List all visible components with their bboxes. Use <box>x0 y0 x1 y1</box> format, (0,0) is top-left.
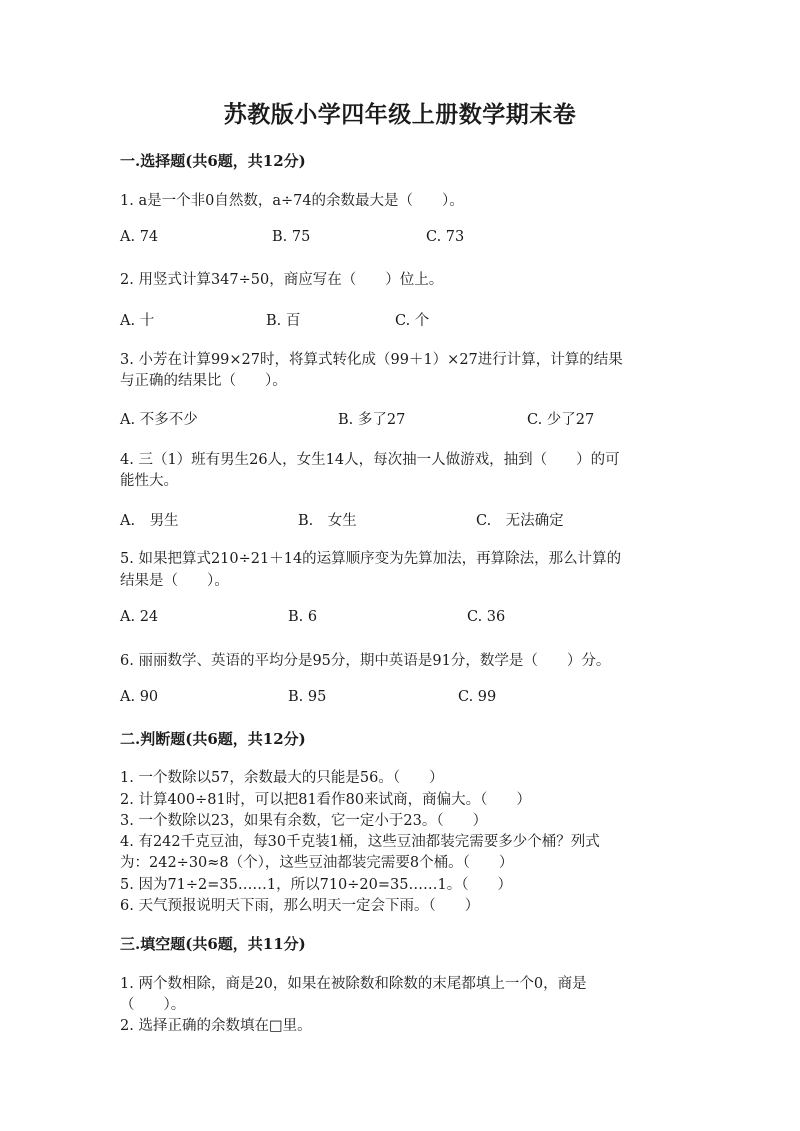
option-b: B. 95 <box>288 689 327 705</box>
option-b: B. 75 <box>272 229 311 245</box>
option-c: C. 73 <box>426 229 465 245</box>
option-b: B. 百 <box>266 313 301 329</box>
judge-line: 为：242÷30≈8（个），这些豆油都装完需要8个桶。（ ） <box>120 855 514 871</box>
option-a: A. 男生 <box>120 513 179 529</box>
question-line: 6. 丽丽数学、英语的平均分是95分，期中英语是91分，数学是（ ）分。 <box>120 653 611 669</box>
section-heading-judge: 二.判断题(共6题，共12分) <box>120 730 306 748</box>
option-a: A. 24 <box>120 609 159 625</box>
fill-line: 2. 选择正确的余数填在□里。 <box>120 1018 312 1034</box>
question-line: 2. 用竖式计算347÷50，商应写在（ ）位上。 <box>120 272 444 288</box>
question-line: 5. 如果把算式210÷21＋14的运算顺序变为先算加法，再算除法，那么计算的 <box>120 551 622 567</box>
fill-line: 1. 两个数相除，商是20，如果在被除数和除数的末尾都填上一个0，商是 <box>120 976 587 992</box>
option-c: C. 无法确定 <box>476 513 564 529</box>
question-line: 1. a是一个非0自然数，a÷74的余数最大是（ ）。 <box>120 193 464 209</box>
judge-line: 1. 一个数除以57，余数最大的只能是56。（ ） <box>120 770 444 786</box>
judge-line: 4. 有242千克豆油，每30千克装1桶，这些豆油都装完需要多少个桶？列式 <box>120 834 600 850</box>
option-b: B. 多了27 <box>338 412 406 428</box>
option-b: B. 女生 <box>298 513 357 529</box>
judge-line: 2. 计算400÷81时，可以把81看作80来试商，商偏大。（ ） <box>120 792 531 808</box>
question-line: 能性大。 <box>120 473 178 489</box>
option-a: A. 74 <box>120 229 159 245</box>
option-b: B. 6 <box>288 609 318 625</box>
option-c: C. 个 <box>395 313 430 329</box>
option-c: C. 99 <box>458 689 497 705</box>
section-heading-choice: 一.选择题(共6题，共12分) <box>120 152 306 170</box>
question-line: 4. 三（1）班有男生26人，女生14人，每次抽一人做游戏，抽到（ ）的可 <box>120 452 620 468</box>
judge-line: 6. 天气预报说明天下雨，那么明天一定会下雨。（ ） <box>120 898 480 914</box>
question-line: 结果是（ ）。 <box>120 573 229 589</box>
option-c: C. 少了27 <box>527 412 595 428</box>
question-line: 3. 小芳在计算99×27时，将算式转化成（99＋1）×27进行计算，计算的结果 <box>120 352 623 368</box>
option-a: A. 十 <box>120 313 155 329</box>
judge-line: 3. 一个数除以23，如果有余数，它一定小于23。（ ） <box>120 813 488 829</box>
page-title: 苏教版小学四年级上册数学期末卷 <box>223 101 577 128</box>
option-c: C. 36 <box>467 609 506 625</box>
fill-line: （ ）。 <box>120 997 186 1013</box>
judge-line: 5. 因为71÷2=35……1，所以710÷20=35……1。（ ） <box>120 877 512 893</box>
option-a: A. 90 <box>120 689 159 705</box>
question-line: 与正确的结果比（ ）。 <box>120 373 287 389</box>
section-heading-fill: 三.填空题(共6题，共11分) <box>120 935 306 953</box>
option-a: A. 不多不少 <box>120 412 198 428</box>
